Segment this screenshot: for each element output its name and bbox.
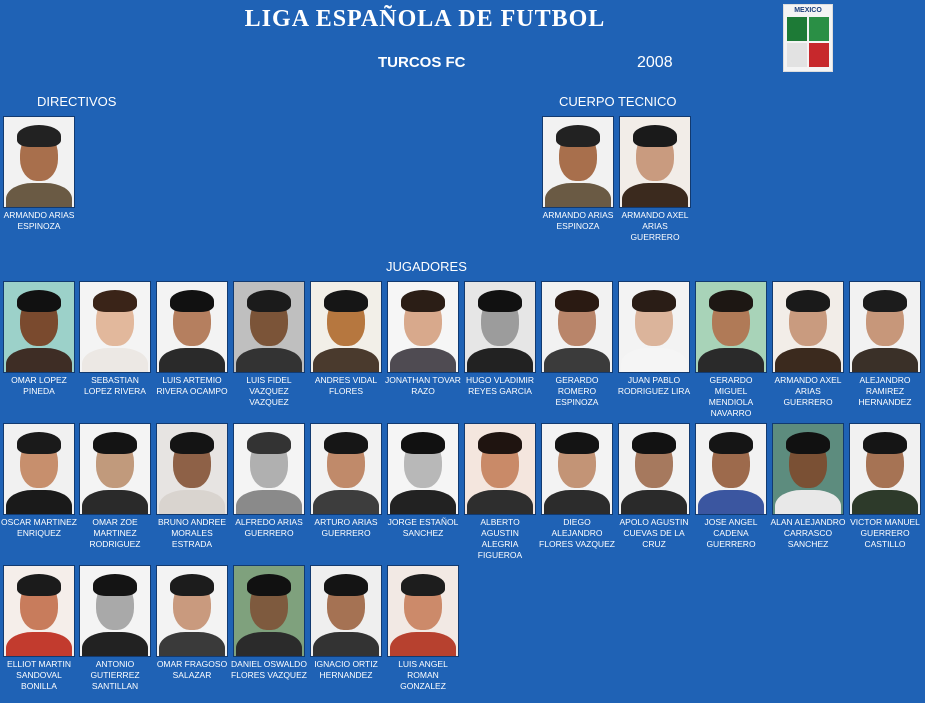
person-name: OMAR ZOE MARTINEZ RODRIGUEZ bbox=[89, 517, 141, 549]
jugadores-card bbox=[156, 281, 228, 397]
person-name: LUIS ANGEL ROMAN GONZALEZ bbox=[398, 659, 448, 691]
person-name: ARMANDO ARIAS ESPINOZA bbox=[542, 210, 614, 231]
portrait-photo bbox=[387, 423, 459, 515]
person-name: ARMANDO AXEL ARIAS GUERRERO bbox=[774, 375, 842, 407]
portrait-photo bbox=[310, 423, 382, 515]
season-year: 2008 bbox=[637, 54, 673, 71]
jugadores-card bbox=[156, 423, 228, 550]
portrait-photo bbox=[542, 116, 614, 208]
person-name: JORGE ESTAÑOL SANCHEZ bbox=[387, 517, 459, 538]
person-name: IGNACIO ORTIZ HERNANDEZ bbox=[314, 659, 378, 680]
jugadores-card bbox=[3, 281, 75, 397]
section-directivos: DIRECTIVOS bbox=[37, 94, 117, 109]
person-name: JONATHAN TOVAR RAZO bbox=[385, 375, 461, 396]
jugadores-card bbox=[156, 565, 228, 681]
jugadores-card bbox=[310, 423, 382, 539]
person-name: ALBERTO AGUSTIN ALEGRIA FIGUEROA bbox=[477, 517, 523, 560]
team-name: TURCOS FC bbox=[378, 54, 466, 71]
portrait-photo bbox=[387, 281, 459, 373]
jugadores-card bbox=[233, 281, 305, 408]
jugadores-card bbox=[695, 423, 767, 550]
portrait-photo bbox=[3, 281, 75, 373]
portrait-photo bbox=[464, 281, 536, 373]
person-name: LUIS FIDEL VAZQUEZ VAZQUEZ bbox=[246, 375, 292, 407]
jugadores-card bbox=[387, 281, 459, 397]
person-name: APOLO AGUSTIN CUEVAS DE LA CRUZ bbox=[619, 517, 689, 549]
crest-quadrant bbox=[809, 43, 829, 67]
person-name: OMAR FRAGOSO SALAZAR bbox=[156, 659, 228, 680]
jugadores-card bbox=[541, 423, 613, 550]
jugadores-card bbox=[233, 565, 305, 681]
portrait-photo bbox=[541, 281, 613, 373]
person-name: LUIS ARTEMIO RIVERA OCAMPO bbox=[156, 375, 228, 396]
person-name: ANDRES VIDAL FLORES bbox=[314, 375, 378, 396]
directivos-card bbox=[3, 116, 75, 232]
league-crest bbox=[783, 4, 833, 72]
person-name: JUAN PABLO RODRIGUEZ LIRA bbox=[617, 375, 691, 396]
portrait-photo bbox=[233, 565, 305, 657]
portrait-photo bbox=[3, 116, 75, 208]
person-name: DANIEL OSWALDO FLORES VAZQUEZ bbox=[231, 659, 307, 680]
portrait-photo bbox=[849, 423, 921, 515]
portrait-photo bbox=[619, 116, 691, 208]
jugadores-card bbox=[79, 565, 151, 692]
jugadores-card bbox=[695, 281, 767, 419]
person-name: ARTURO ARIAS GUERRERO bbox=[314, 517, 378, 538]
crest-quadrant bbox=[787, 17, 807, 41]
portrait-photo bbox=[233, 423, 305, 515]
person-name: BRUNO ANDREE MORALES ESTRADA bbox=[157, 517, 226, 549]
person-name: VICTOR MANUEL GUERRERO CASTILLO bbox=[850, 517, 920, 549]
jugadores-card bbox=[3, 565, 75, 692]
crest-quadrant bbox=[809, 17, 829, 41]
jugadores-card bbox=[3, 423, 75, 539]
portrait-photo bbox=[541, 423, 613, 515]
portrait-photo bbox=[79, 423, 151, 515]
jugadores-card bbox=[79, 423, 151, 550]
jugadores-card bbox=[233, 423, 305, 539]
portrait-photo bbox=[233, 281, 305, 373]
person-name: ALEJANDRO RAMIREZ HERNANDEZ bbox=[858, 375, 912, 407]
portrait-photo bbox=[464, 423, 536, 515]
person-name: HUGO VLADIMIR REYES GARCIA bbox=[465, 375, 534, 396]
portrait-photo bbox=[387, 565, 459, 657]
portrait-photo bbox=[156, 423, 228, 515]
league-title: LIGA ESPAÑOLA DE FUTBOL bbox=[244, 6, 606, 32]
cuerpo_tecnico-card bbox=[619, 116, 691, 243]
portrait-photo bbox=[695, 423, 767, 515]
jugadores-card bbox=[772, 423, 844, 550]
jugadores-card bbox=[464, 423, 536, 561]
portrait-photo bbox=[772, 423, 844, 515]
person-name: OSCAR MARTINEZ ENRIQUEZ bbox=[1, 517, 77, 538]
jugadores-card bbox=[310, 565, 382, 681]
cuerpo_tecnico-card bbox=[542, 116, 614, 232]
portrait-photo bbox=[156, 281, 228, 373]
person-name: SEBASTIAN LOPEZ RIVERA bbox=[84, 375, 146, 396]
portrait-photo bbox=[695, 281, 767, 373]
person-name: GERARDO ROMERO ESPINOZA bbox=[555, 375, 599, 407]
portrait-photo bbox=[849, 281, 921, 373]
person-name: ALAN ALEJANDRO CARRASCO SANCHEZ bbox=[770, 517, 846, 549]
portrait-photo bbox=[310, 565, 382, 657]
portrait-photo bbox=[79, 565, 151, 657]
portrait-photo bbox=[3, 565, 75, 657]
section-cuerpo-tecnico: CUERPO TECNICO bbox=[559, 94, 677, 109]
jugadores-card bbox=[618, 423, 690, 550]
jugadores-card bbox=[849, 423, 921, 550]
jugadores-card bbox=[541, 281, 613, 408]
person-name: ALFREDO ARIAS GUERRERO bbox=[235, 517, 303, 538]
jugadores-card bbox=[310, 281, 382, 397]
person-name: ARMANDO ARIAS ESPINOZA bbox=[3, 210, 75, 231]
jugadores-card bbox=[387, 565, 459, 692]
jugadores-card bbox=[79, 281, 151, 397]
person-name: ANTONIO GUTIERREZ SANTILLAN bbox=[90, 659, 140, 691]
jugadores-card bbox=[618, 281, 690, 397]
person-name: OMAR LOPEZ PINEDA bbox=[11, 375, 67, 396]
portrait-photo bbox=[3, 423, 75, 515]
jugadores-card bbox=[849, 281, 921, 408]
portrait-photo bbox=[79, 281, 151, 373]
portrait-photo bbox=[618, 281, 690, 373]
portrait-photo bbox=[156, 565, 228, 657]
jugadores-card bbox=[464, 281, 536, 397]
jugadores-card bbox=[772, 281, 844, 408]
jugadores-card bbox=[387, 423, 459, 539]
portrait-photo bbox=[772, 281, 844, 373]
person-name: DIEGO ALEJANDRO FLORES VAZQUEZ bbox=[539, 517, 615, 549]
section-jugadores: JUGADORES bbox=[386, 259, 467, 274]
person-name: JOSE ANGEL CADENA GUERRERO bbox=[704, 517, 758, 549]
portrait-photo bbox=[310, 281, 382, 373]
crest-quadrant bbox=[787, 43, 807, 67]
portrait-photo bbox=[618, 423, 690, 515]
person-name: ELLIOT MARTIN SANDOVAL BONILLA bbox=[7, 659, 71, 691]
person-name: GERARDO MIGUEL MENDIOLA NAVARRO bbox=[708, 375, 754, 418]
person-name: ARMANDO AXEL ARIAS GUERRERO bbox=[621, 210, 689, 242]
crest-label: MEXICO bbox=[794, 7, 822, 14]
